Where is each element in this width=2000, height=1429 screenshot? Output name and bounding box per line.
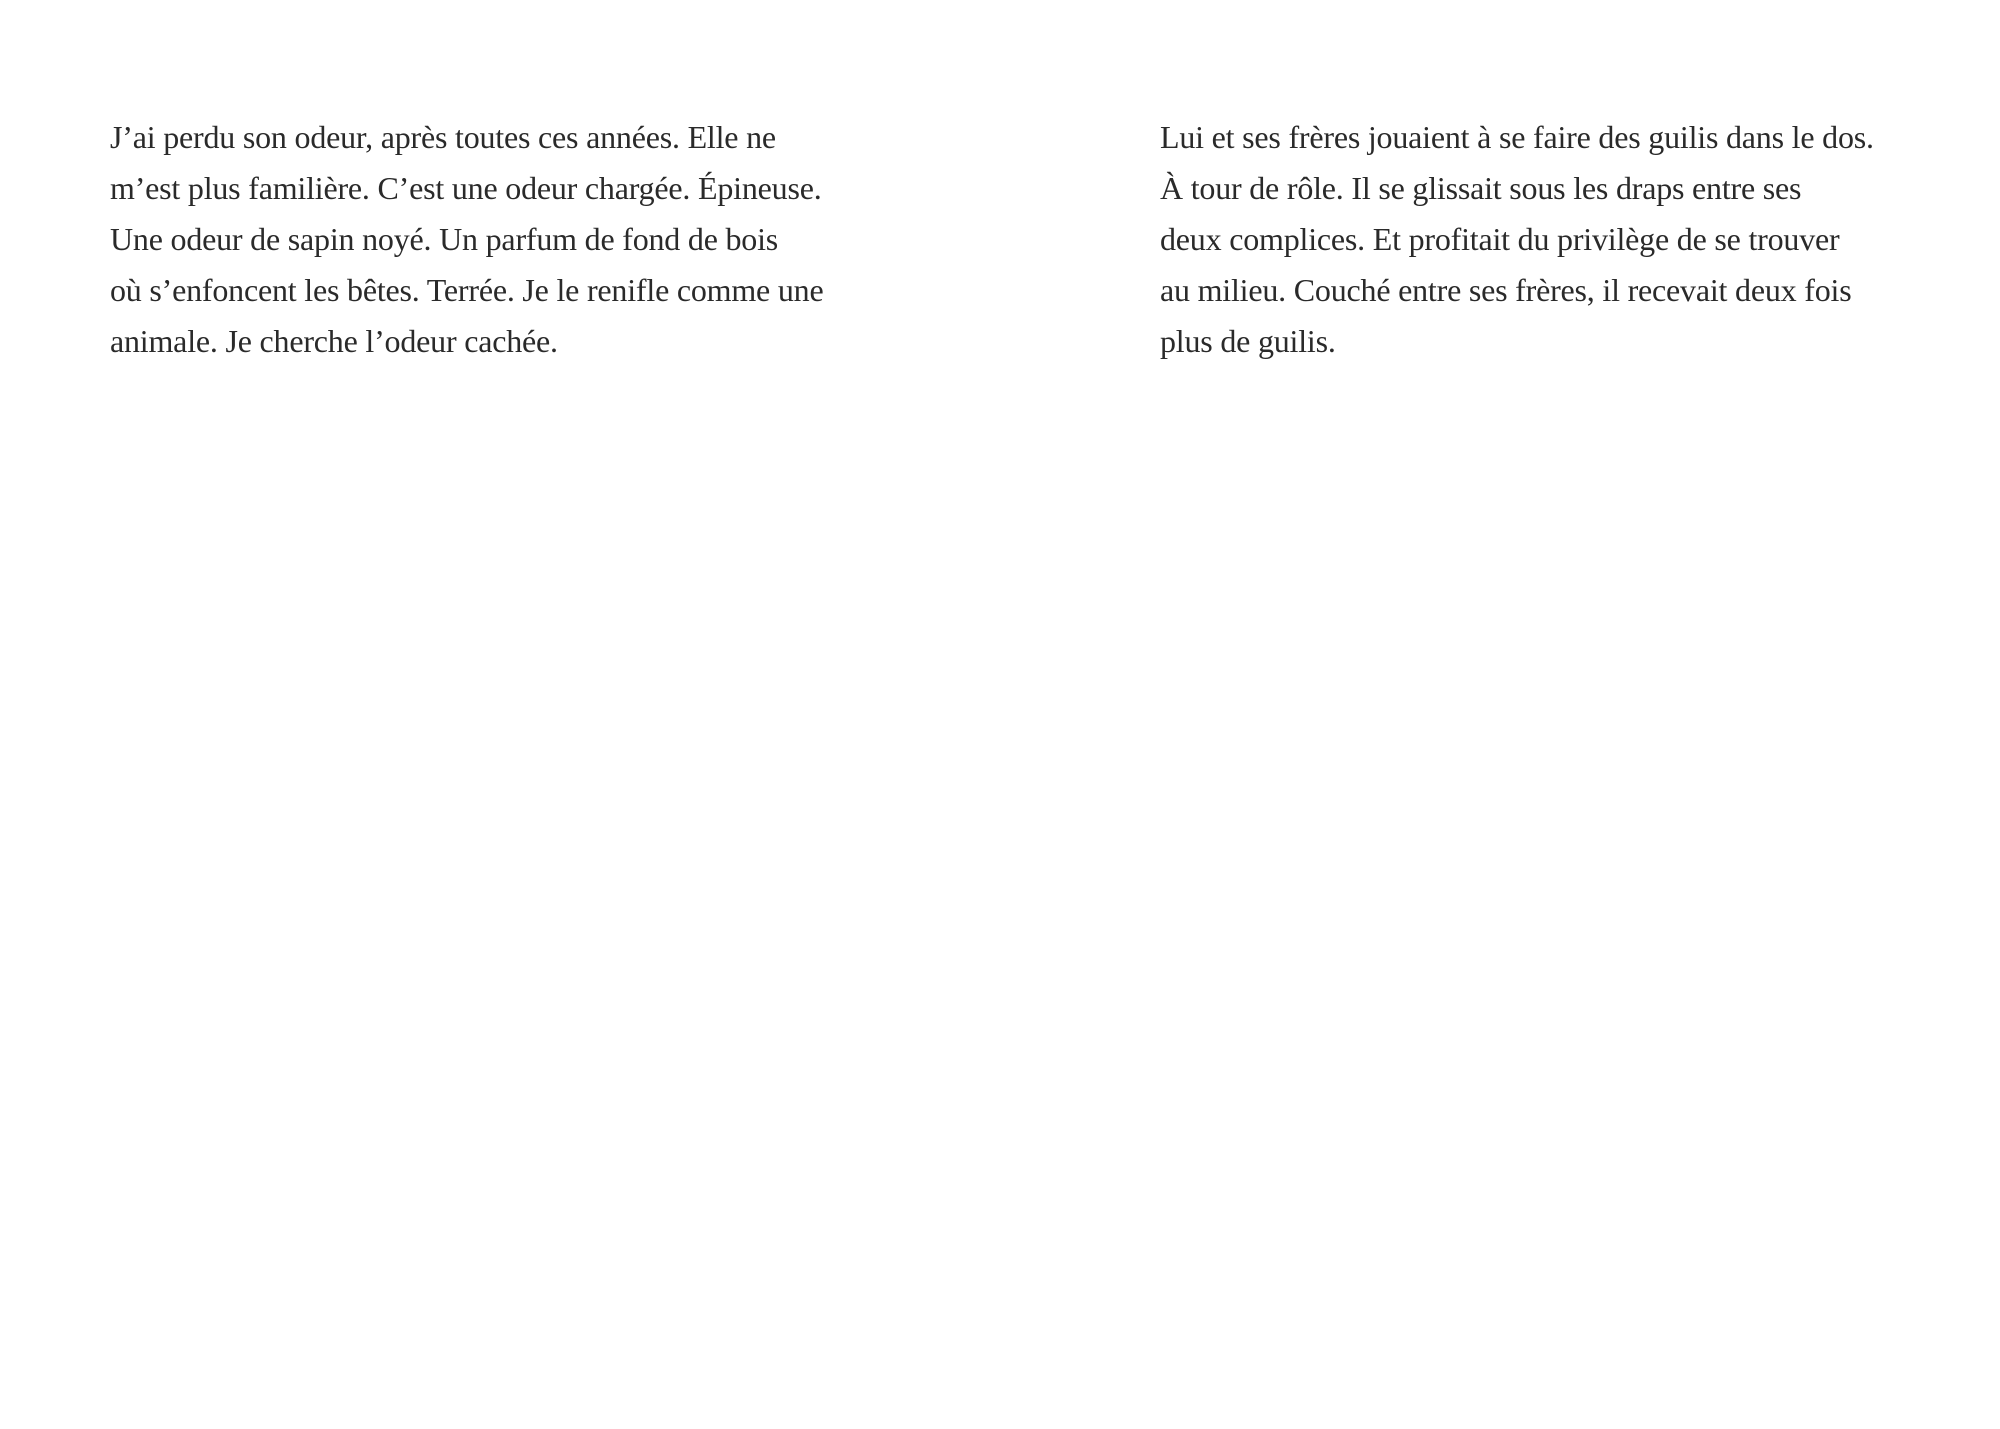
right-page-line: deux complices. Et profitait du privilège de se trouver — [1160, 221, 1840, 257]
left-page-line: où s’enfoncent les bêtes. Terrée. Je le renifle comme une — [110, 272, 824, 308]
right-page-line: au milieu. Couché entre ses frères, il recevait deux fois — [1160, 272, 1852, 308]
left-page-line: animale. Je cherche l’odeur cachée. — [110, 323, 558, 359]
right-page-line: Lui et ses frères jouaient à se faire des guilis dans le dos. — [1160, 119, 1874, 155]
left-page-paragraph — [110, 112, 830, 367]
right-page — [1000, 0, 2000, 1429]
left-page-line: m’est plus familière. C’est une odeur chargée. Épineuse. — [110, 170, 822, 206]
right-page-paragraph — [1160, 112, 1900, 367]
right-page-line: À tour de rôle. Il se glissait sous les draps entre ses — [1160, 170, 1802, 206]
right-page-line: plus de guilis. — [1160, 323, 1336, 359]
left-page-line: Une odeur de sapin noyé. Un parfum de fond de bois — [110, 221, 779, 257]
left-page-line: J’ai perdu son odeur, après toutes ces années. Elle ne — [110, 119, 776, 155]
